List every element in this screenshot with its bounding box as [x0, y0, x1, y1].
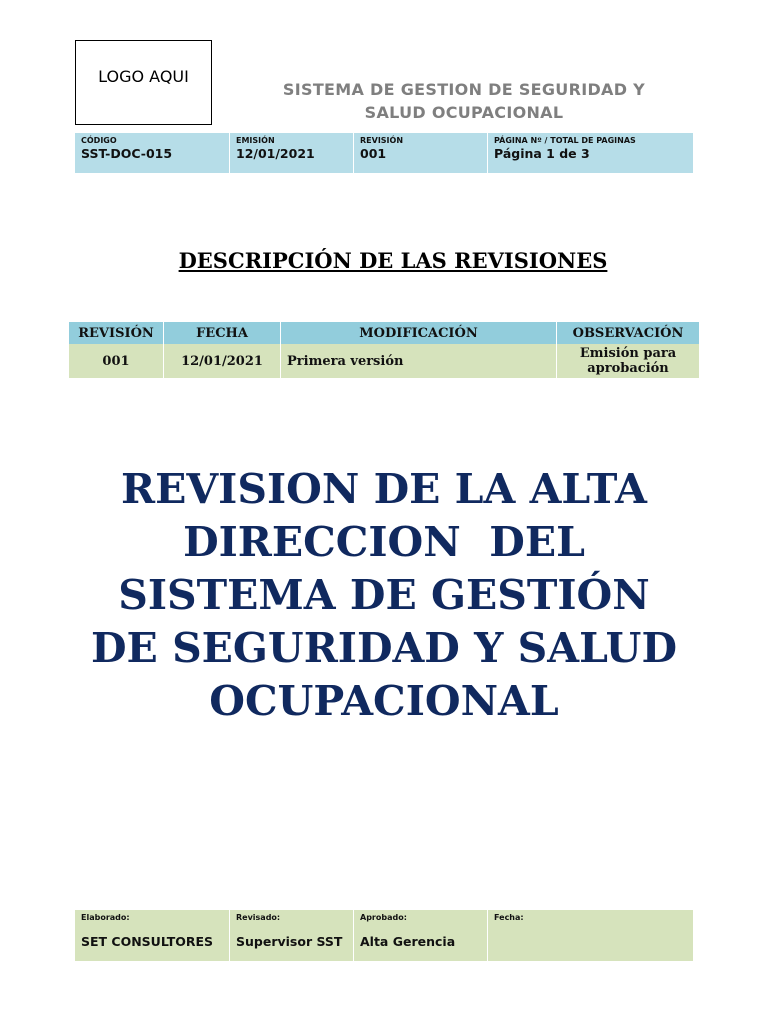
cell-observacion-line2: aprobación [587, 361, 669, 376]
revisions-heading: DESCRIPCIÓN DE LAS REVISIONES [178, 248, 608, 273]
footer-cell-fecha [488, 910, 693, 961]
header-cell-codigo [75, 133, 230, 173]
cell-observacion [557, 344, 699, 378]
revisions-table-header [69, 322, 699, 344]
footer-value: SET CONSULTORES [81, 934, 214, 949]
footer-label: Fecha: [494, 913, 524, 922]
system-title-line1: SISTEMA DE GESTION DE SEGURIDAD Y [282, 80, 646, 99]
header-label: EMISIÓN [236, 136, 275, 145]
approval-footer-table [75, 910, 693, 961]
table-row [69, 344, 699, 378]
column-header-observacion: OBSERVACIÓN [572, 325, 684, 341]
header-cell-pagina [488, 133, 693, 173]
header-label: CÓDIGO [81, 136, 117, 145]
document-main-title [60, 463, 708, 728]
logo-text: LOGO AQUI [98, 67, 189, 86]
column-header-modificacion: MODIFICACIÓN [281, 322, 557, 344]
footer-cell-aprobado [354, 910, 488, 961]
cell-observacion-line1: Emisión para [579, 346, 677, 361]
header-value: 12/01/2021 [236, 146, 315, 161]
column-header-fecha: FECHA [164, 322, 281, 344]
cell-modificacion: Primera versión [281, 344, 557, 378]
header-cell-revision [354, 133, 488, 173]
footer-cell-elaborado [75, 910, 230, 961]
document-header-table [75, 133, 693, 173]
header-label: PÁGINA Nº / TOTAL DE PAGINAS [494, 136, 636, 145]
footer-label: Revisado: [236, 913, 281, 922]
header-cell-emision [230, 133, 354, 173]
footer-value: Alta Gerencia [360, 934, 456, 949]
logo-placeholder [75, 40, 212, 125]
footer-label: Aprobado: [360, 913, 407, 922]
main-title-line4: DE SEGURIDAD Y SALUD [90, 624, 677, 672]
system-title-line2: SALUD OCUPACIONAL [364, 103, 564, 122]
header-value: SST-DOC-015 [81, 146, 173, 161]
cell-revision: 001 [69, 344, 164, 378]
main-title-line3: SISTEMA DE GESTIÓN [118, 571, 650, 619]
revisions-table [69, 322, 699, 378]
main-title-line2: DIRECCION DEL [183, 518, 585, 566]
system-title [262, 78, 666, 124]
header-value: 001 [360, 146, 387, 161]
footer-value: Supervisor SST [236, 934, 343, 949]
main-title-line5: OCUPACIONAL [209, 677, 559, 725]
footer-cell-revisado [230, 910, 354, 961]
header-value: Página 1 de 3 [494, 146, 590, 161]
header-label: REVISIÓN [360, 136, 404, 145]
main-title-line1: REVISION DE LA ALTA [121, 465, 647, 513]
cell-fecha: 12/01/2021 [164, 344, 281, 378]
footer-label: Elaborado: [81, 913, 130, 922]
column-header-revision: REVISIÓN [69, 322, 164, 344]
